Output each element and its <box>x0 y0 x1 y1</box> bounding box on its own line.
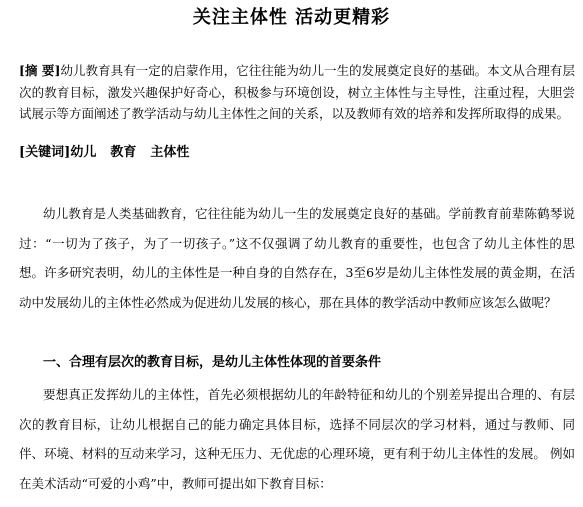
keywords-label: [关键词] <box>19 145 71 160</box>
keyword-item: 教育 <box>110 145 137 160</box>
abstract-text: 幼儿教育具有一定的启蒙作用，它往往能为幼儿一生的发展奠定良好的基础。本文从合理有层次的教育目标，激发兴趣保护好奇心，积极参与环境创设，树立主体性与主导性，注重过程，大胆尝试展示等方面阐述了教学活动与幼儿主体性之间的关系，以及教师有效的培养和发挥所取得的成果。 <box>19 63 575 121</box>
section-heading: 一、合理有层次的教育目标，是幼儿主体性体现的首要条件 <box>43 355 382 370</box>
abstract-paragraph <box>19 60 575 125</box>
body-paragraph-section1: 要想真正发挥幼儿的主体性，首先必须根据幼儿的年龄特征和幼儿的个别差异提出合理的、有层次的教育目标，让幼儿根据自己的能力确定具体目标，选择不同层次的学习材料，通过与教师、同伴、环境、材料的互动来学习，这种无压力、无优虑的心理环境，更有利于幼儿主体性的发展。 例如在美术活动“可爱的小鸡”中，教师可提出如下教育目标： <box>19 387 575 491</box>
keyword-item: 幼儿 <box>70 145 97 160</box>
keywords-line <box>19 143 189 163</box>
abstract-label: [摘 要] <box>19 63 61 78</box>
body-paragraph-intro: 幼儿教育是人类基础教育，它往往能为幼儿一生的发展奠定良好的基础。学前教育前辈陈鹤琴说过：“一切为了孩子，为了一切孩子。”这不仅强调了幼儿教育的重要性，也包含了幼儿主体性的思想。许多研究表明，幼儿的主体性是一种自身的自然存在，3至6岁是幼儿主体性发展的黄金期，在活动中发展幼儿的主体性必然成为促进幼儿发展的核心，那在具体的教学活动中教师应该怎么做呢？ <box>19 206 575 310</box>
keyword-item: 主体性 <box>150 145 190 160</box>
document-title: 关注主体性 活动更精彩 <box>192 7 391 28</box>
